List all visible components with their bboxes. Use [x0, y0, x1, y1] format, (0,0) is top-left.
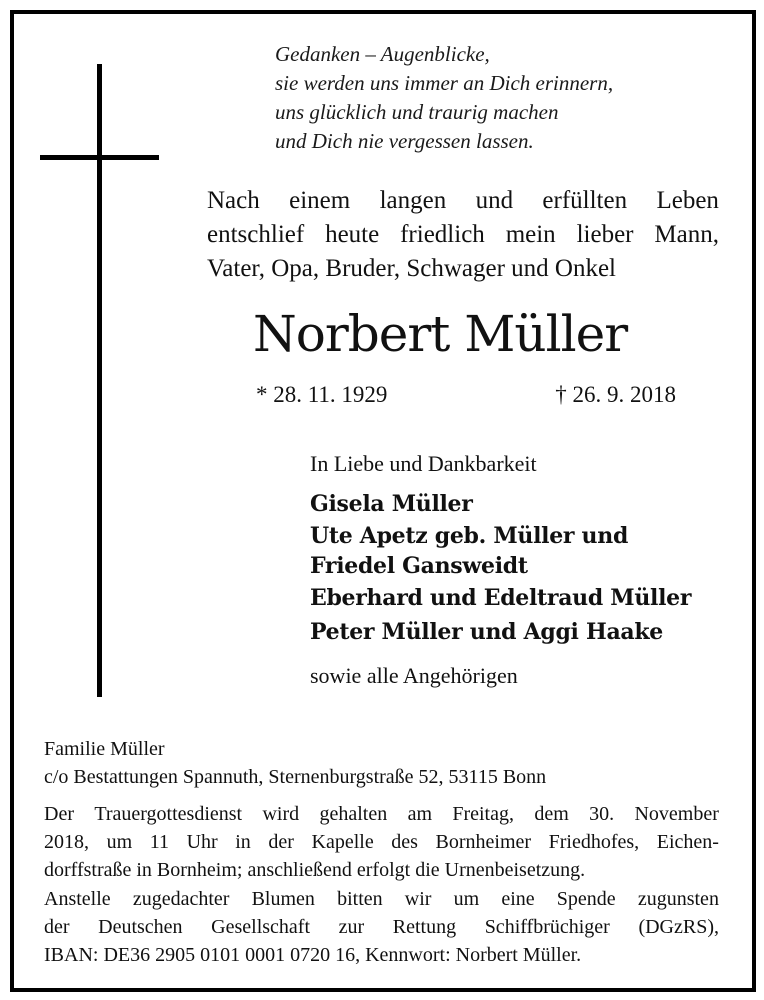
- death-date: † 26. 9. 2018: [555, 382, 676, 407]
- intro-line: entschlief heute friedlich mein lieber Mann,: [207, 221, 719, 248]
- mourner-name: Peter Müller und Aggi Haake: [310, 619, 663, 645]
- donation-line: IBAN: DE36 2905 0101 0001 0720 16, Kennwort: Norbert Müller.: [44, 944, 582, 966]
- donation-line: Anstelle zugedachter Blumen bitten wir um eine Spende zugunsten: [44, 888, 719, 910]
- mourner-name: Eberhard und Edeltraud Müller: [310, 585, 692, 611]
- mourner-name: Ute Apetz geb. Müller und: [310, 523, 629, 549]
- address-line: Familie Müller: [44, 738, 165, 760]
- poem-line: Gedanken – Augenblicke,: [275, 42, 490, 66]
- mourners-lead: In Liebe und Dankbarkeit: [310, 451, 537, 476]
- cross-icon-bar: [40, 155, 159, 160]
- mourners-footer: sowie alle Angehörigen: [310, 663, 518, 688]
- service-line: 2018, um 11 Uhr in der Kapelle des Bornheimer Friedhofes, Eichen-: [44, 831, 719, 853]
- poem: [275, 40, 613, 156]
- service-line: Der Trauergottesdienst wird gehalten am Freitag, dem 30. November: [44, 803, 719, 825]
- poem-line: und Dich nie vergessen lassen.: [275, 129, 534, 153]
- donation-line: der Deutschen Gesellschaft zur Rettung Schiffbrüchiger (DGzRS),: [44, 916, 719, 938]
- intro-text: [207, 184, 719, 286]
- deceased-name: Norbert Müller: [253, 305, 628, 363]
- service-line: dorffstraße in Bornheim; anschließend erfolgt die Urnenbeisetzung.: [44, 859, 586, 881]
- intro-line: Vater, Opa, Bruder, Schwager und Onkel: [207, 255, 616, 282]
- family-address: [44, 735, 546, 791]
- poem-line: sie werden uns immer an Dich erinnern,: [275, 71, 614, 95]
- address-line: c/o Bestattungen Spannuth, Sternenburgstraße 52, 53115 Bonn: [44, 766, 547, 788]
- mourners-block: [310, 449, 691, 691]
- mourner-name: Friedel Gansweidt: [310, 553, 528, 579]
- intro-line: Nach einem langen und erfüllten Leben: [207, 187, 719, 214]
- service-paragraph: [44, 800, 719, 884]
- mourner-name: Gisela Müller: [310, 491, 473, 517]
- poem-line: uns glücklich und traurig machen: [275, 100, 559, 124]
- donation-paragraph: [44, 885, 719, 969]
- birth-date: * 28. 11. 1929: [256, 382, 388, 407]
